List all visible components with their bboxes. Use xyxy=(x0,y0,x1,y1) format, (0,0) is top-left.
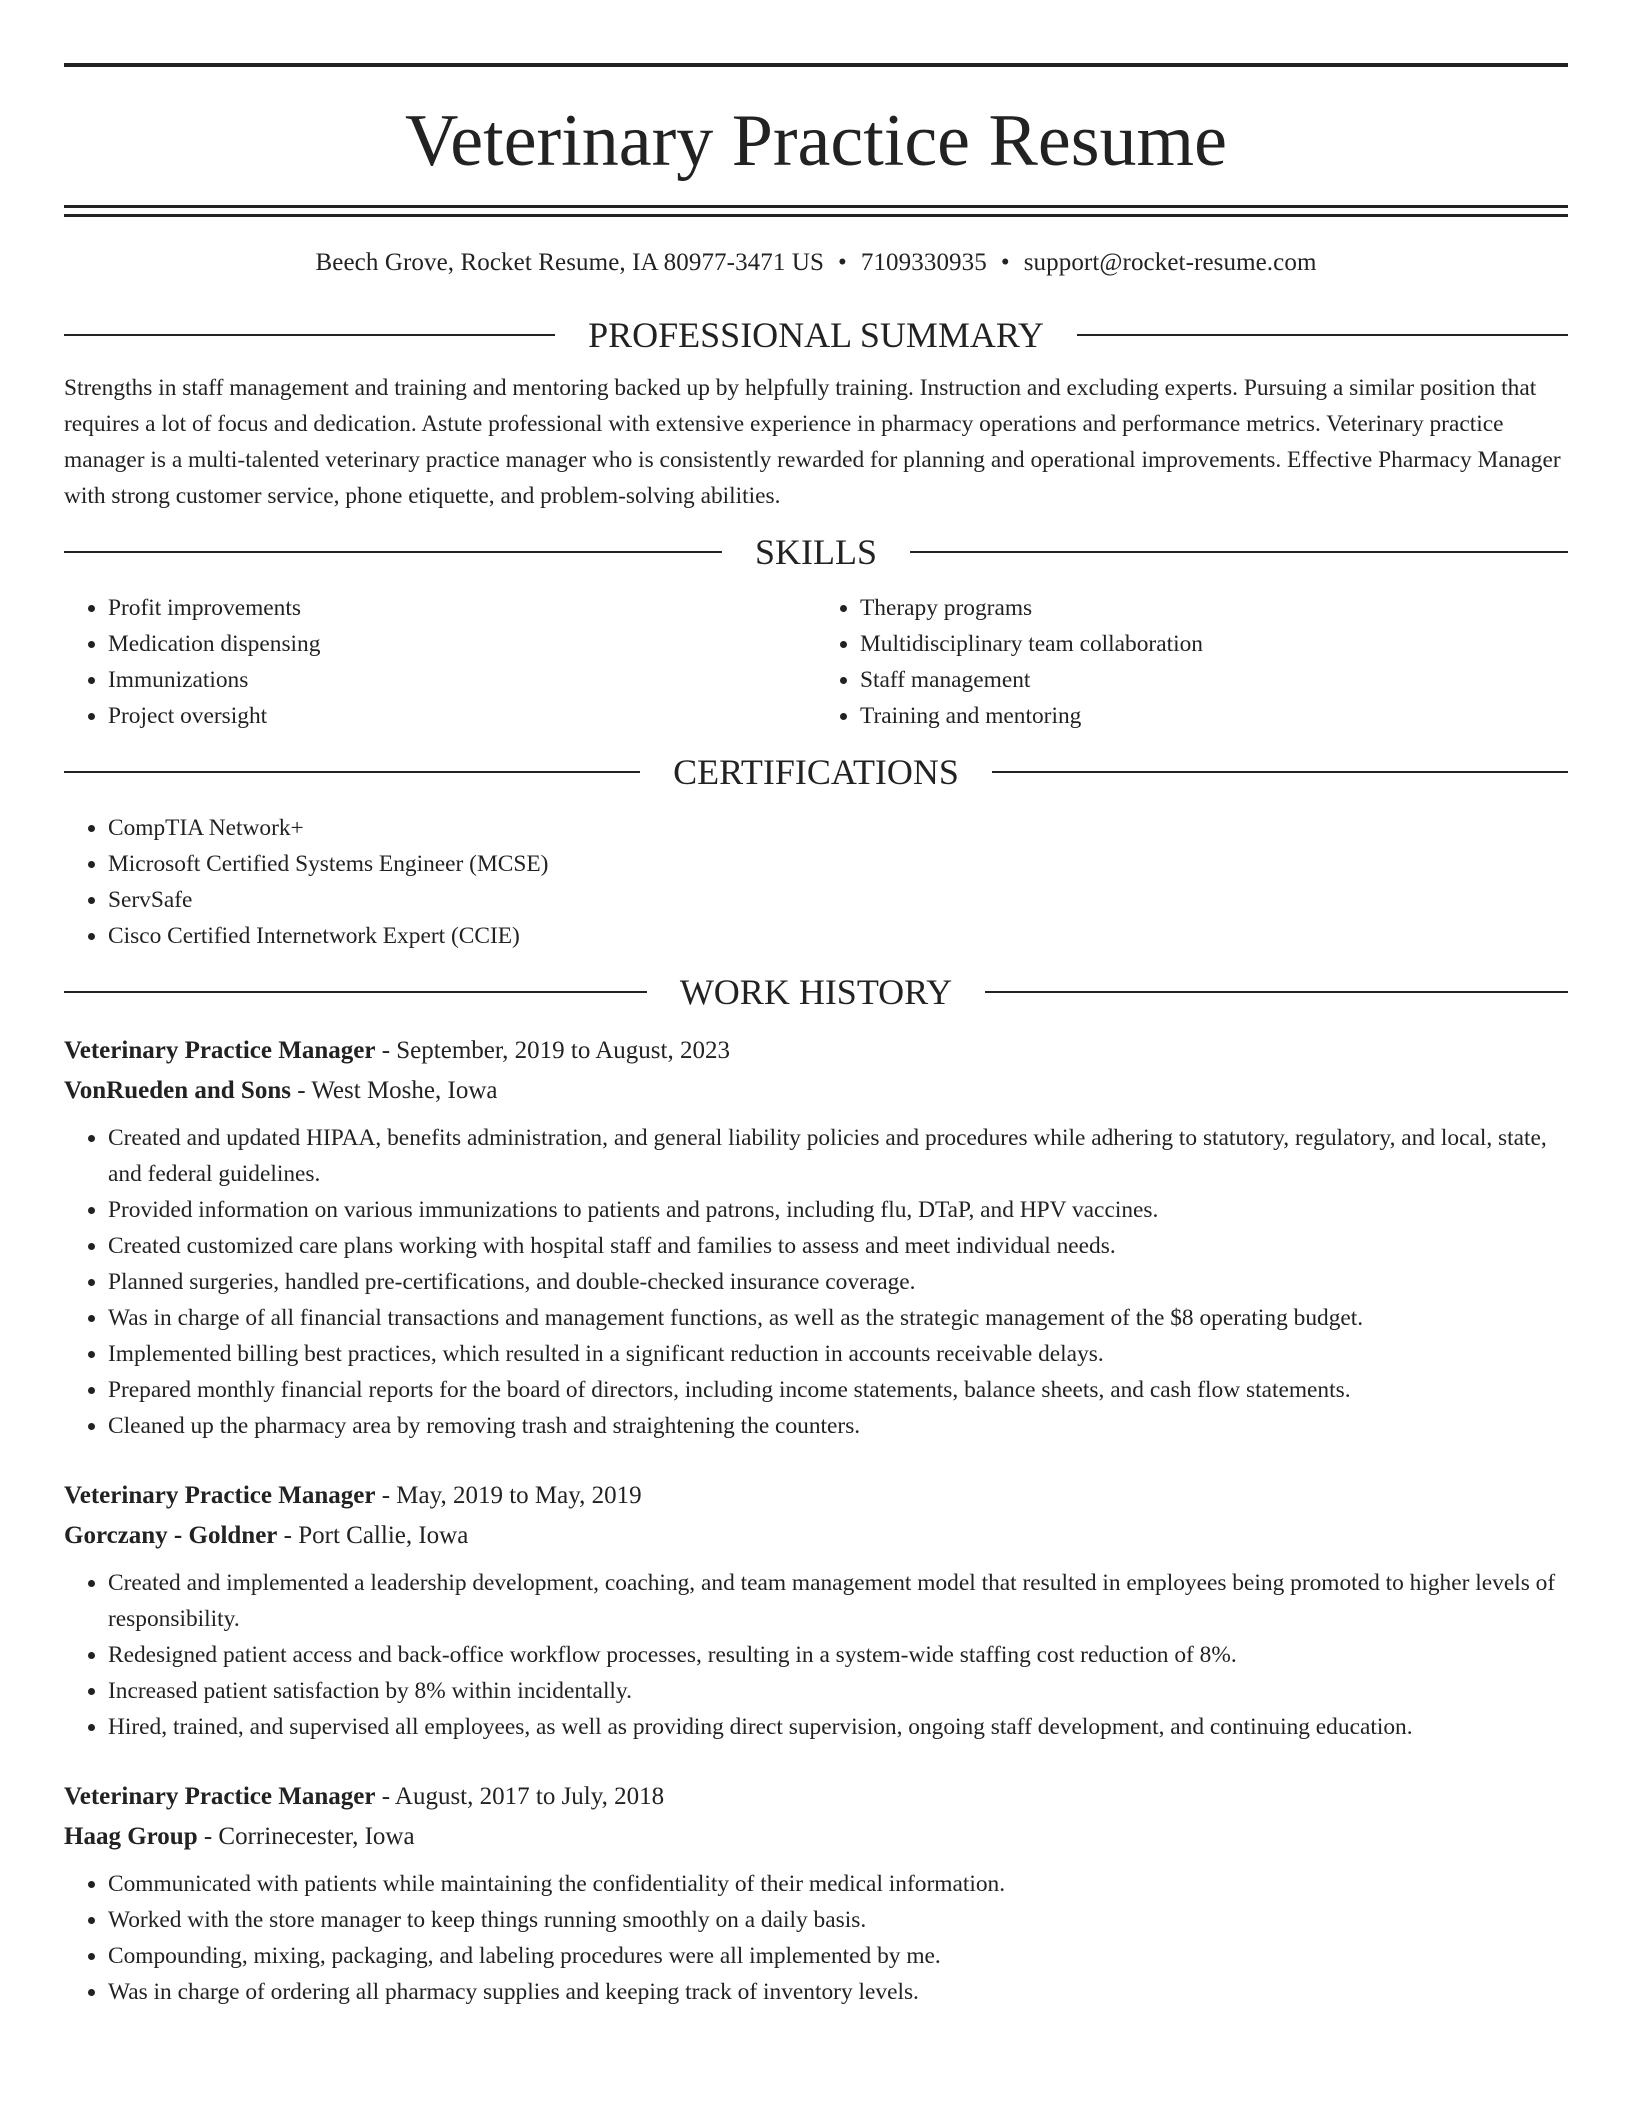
certification-item: • ServSafe xyxy=(108,882,1568,918)
heading-rule-right xyxy=(985,991,1568,993)
skill-item: • Medication dispensing xyxy=(108,626,816,662)
job-bullets xyxy=(64,1120,1568,1444)
top-rule xyxy=(64,63,1568,67)
contact-line xyxy=(64,247,1568,279)
skills-list xyxy=(64,590,1568,734)
contact-separator: • xyxy=(837,249,847,276)
skill-item: • Profit improvements xyxy=(108,590,816,626)
skills-heading-label: SKILLS xyxy=(755,532,878,572)
job-bullet: • Created and implemented a leadership development, coaching, and team management model that resulted in employees being promoted to higher levels of responsibility. xyxy=(108,1565,1568,1637)
job-bullet: • Worked with the store manager to keep things running smoothly on a daily basis. xyxy=(108,1902,1568,1938)
contact-separator: • xyxy=(1000,249,1010,276)
contact-email: support@rocket-resume.com xyxy=(1023,249,1317,276)
skill-item: • Immunizations xyxy=(108,662,816,698)
job-location: - Port Callie, Iowa xyxy=(277,1522,469,1549)
job-bullets xyxy=(64,1565,1568,1745)
heading-rule-left xyxy=(64,991,647,993)
job-bullet: • Provided information on various immunizations to patients and patrons, including flu, DTaP, and HPV vaccines. xyxy=(108,1192,1568,1228)
job-bullet: • Implemented billing best practices, which resulted in a significant reduction in accounts receivable delays. xyxy=(108,1336,1568,1372)
job-dates: - August, 2017 to July, 2018 xyxy=(375,1783,665,1810)
certification-item: • Microsoft Certified Systems Engineer (MCSE) xyxy=(108,846,1568,882)
job-bullet: • Created and updated HIPAA, benefits administration, and general liability policies and procedures while adhering to statutory, regulatory, and local, state, and federal guidelines. xyxy=(108,1120,1568,1192)
resume-page xyxy=(64,0,1568,2010)
certifications-heading xyxy=(64,752,1568,792)
job-entry xyxy=(64,1777,1568,2010)
job-location: - West Moshe, Iowa xyxy=(290,1077,498,1104)
skill-item: • Training and mentoring xyxy=(860,698,1568,734)
job-bullet: • Prepared monthly financial reports for the board of directors, including income statements, balance sheets, and cash flow statements. xyxy=(108,1372,1568,1408)
job-company: Gorczany - Goldner xyxy=(64,1522,278,1549)
job-title-line xyxy=(64,1476,1568,1516)
job-location: - Corrinecester, Iowa xyxy=(197,1823,415,1850)
job-title: Veterinary Practice Manager xyxy=(64,1482,376,1509)
job-title: Veterinary Practice Manager xyxy=(64,1783,376,1810)
skills-heading xyxy=(64,532,1568,572)
job-entry xyxy=(64,1476,1568,1745)
job-bullet: • Redesigned patient access and back-office workflow processes, resulting in a system-wide staffing cost reduction of 8%. xyxy=(108,1637,1568,1673)
summary-heading xyxy=(64,315,1568,355)
job-bullet: • Increased patient satisfaction by 8% within incidentally. xyxy=(108,1673,1568,1709)
skill-item: • Multidisciplinary team collaboration xyxy=(860,626,1568,662)
work-history-heading-label: WORK HISTORY xyxy=(679,972,953,1012)
job-bullet: • Compounding, mixing, packaging, and labeling procedures were all implemented by me. xyxy=(108,1938,1568,1974)
job-bullet: • Hired, trained, and supervised all employees, as well as providing direct supervision, ongoing staff development, and continuing education. xyxy=(108,1709,1568,1745)
work-history-heading xyxy=(64,972,1568,1012)
certification-item: • CompTIA Network+ xyxy=(108,810,1568,846)
heading-rule-right xyxy=(1077,334,1568,336)
contact-address: Beech Grove, Rocket Resume, IA 80977-3471 US xyxy=(315,249,824,276)
certifications-heading-label: CERTIFICATIONS xyxy=(673,752,959,792)
job-title: Veterinary Practice Manager xyxy=(64,1037,376,1064)
heading-rule-right xyxy=(910,551,1568,553)
job-bullet: • Created customized care plans working with hospital staff and families to assess and meet individual needs. xyxy=(108,1228,1568,1264)
job-bullet: • Cleaned up the pharmacy area by removing trash and straightening the counters. xyxy=(108,1408,1568,1444)
job-company-line xyxy=(64,1071,1568,1111)
job-bullets xyxy=(64,1866,1568,2010)
job-dates: - September, 2019 to August, 2023 xyxy=(375,1037,730,1064)
certifications-list xyxy=(64,810,1568,954)
job-company-line xyxy=(64,1817,1568,1857)
certification-item: • Cisco Certified Internetwork Expert (CCIE) xyxy=(108,918,1568,954)
job-company: VonRueden and Sons xyxy=(64,1077,291,1104)
skill-item: • Staff management xyxy=(860,662,1568,698)
skills-column-left xyxy=(64,590,816,734)
job-entry xyxy=(64,1031,1568,1444)
job-bullet: • Communicated with patients while maintaining the confidentiality of their medical information. xyxy=(108,1866,1568,1902)
skill-item: • Therapy programs xyxy=(860,590,1568,626)
contact-phone: 7109330935 xyxy=(860,249,987,276)
job-bullet: • Was in charge of ordering all pharmacy supplies and keeping track of inventory levels. xyxy=(108,1974,1568,2010)
job-dates: - May, 2019 to May, 2019 xyxy=(375,1482,642,1509)
summary-heading-label: PROFESSIONAL SUMMARY xyxy=(588,315,1044,355)
job-bullet: • Was in charge of all financial transactions and management functions, as well as the strategic management of the $8 operating budget. xyxy=(108,1300,1568,1336)
skill-item: • Project oversight xyxy=(108,698,816,734)
heading-rule-right xyxy=(992,771,1568,773)
job-title-line xyxy=(64,1031,1568,1071)
job-title-line xyxy=(64,1777,1568,1817)
job-bullet: • Planned surgeries, handled pre-certifications, and double-checked insurance coverage. xyxy=(108,1264,1568,1300)
heading-rule-left xyxy=(64,771,640,773)
title-double-rule xyxy=(64,205,1568,217)
summary-text: Strengths in staff management and training and mentoring backed up by helpfully training. Instruction and excluding experts. Pursuing a similar position that requires a lot of focus and dedication. Astute professional with extensive experience in pharmacy operations and performance metrics. Veterinary practice manager is a multi-talented veterinary practice manager who is consistently rewarded for planning and operational improvements. Effective Pharmacy Manager with strong customer service, phone etiquette, and problem-solving abilities. xyxy=(64,375,1561,509)
skills-column-right xyxy=(816,590,1568,734)
job-company-line xyxy=(64,1516,1568,1556)
job-company: Haag Group xyxy=(64,1823,198,1850)
heading-rule-left xyxy=(64,334,555,336)
resume-title: Veterinary Practice Resume xyxy=(405,100,1227,182)
heading-rule-left xyxy=(64,551,722,553)
